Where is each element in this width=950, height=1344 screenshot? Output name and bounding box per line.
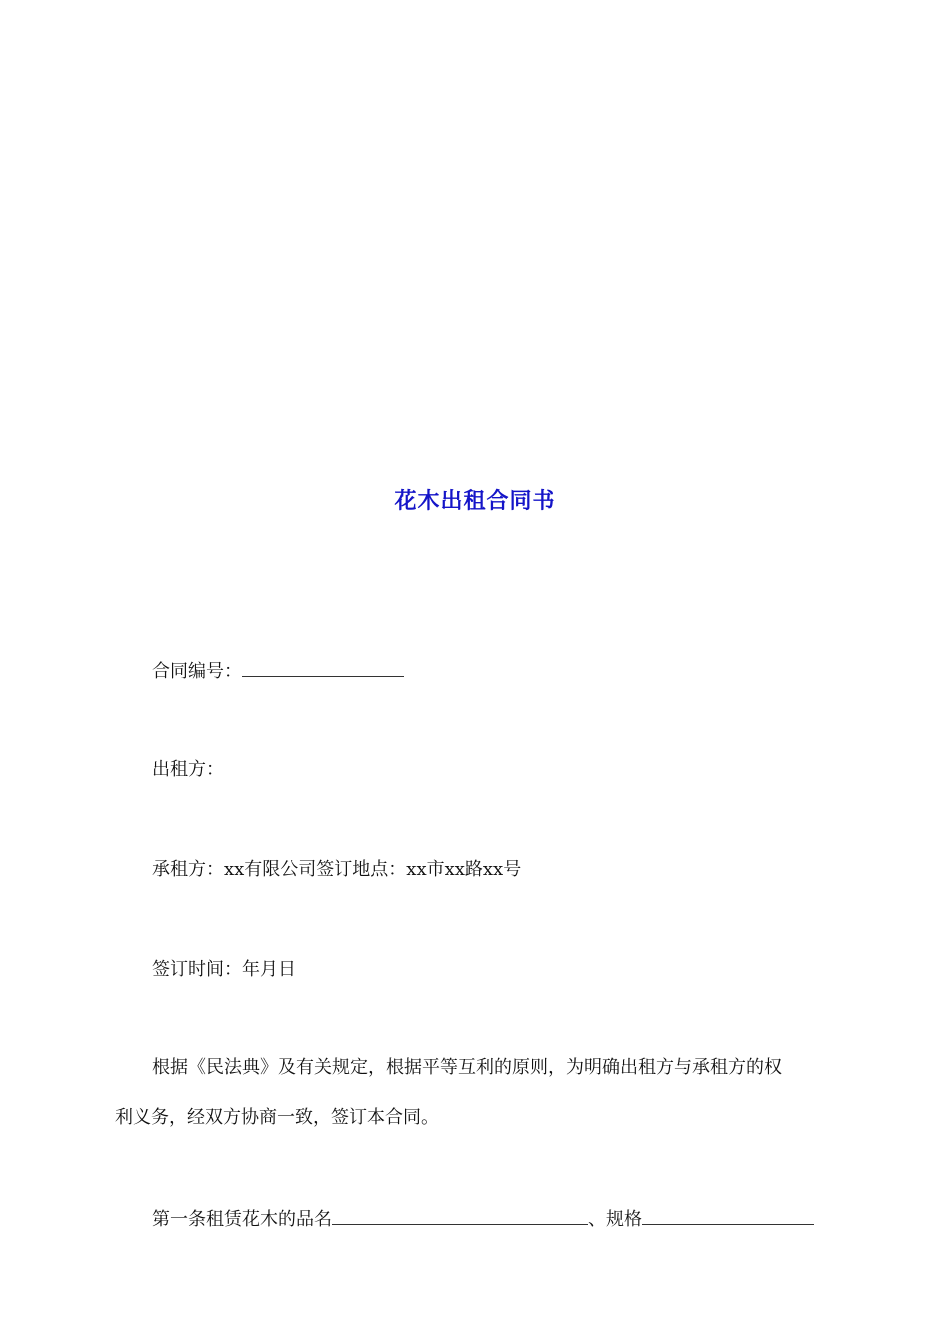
signing-time-line: 签订时间：年月日: [152, 959, 296, 980]
lessee-line: 承租方：xx有限公司签订地点：xx市xx路xx号: [152, 859, 522, 880]
document-title: 花木出租合同书: [394, 489, 556, 514]
contract-number-blank: [242, 656, 404, 677]
preamble-line-2: 利义务，经双方协商一致，签订本合同。: [115, 1107, 439, 1128]
contract-number-label: 合同编号：: [152, 661, 242, 682]
preamble-line-1: 根据《民法典》及有关规定，根据平等互利的原则，为明确出租方与承租方的权: [152, 1057, 782, 1078]
article-1-separator: 、规格: [588, 1209, 642, 1230]
article-1-line: [152, 1204, 814, 1234]
contract-number-line: [152, 656, 404, 686]
specification-blank: [642, 1204, 814, 1225]
lessor-line: 出租方：: [152, 759, 224, 780]
article-1-label: 第一条租赁花木的品名: [152, 1209, 332, 1230]
product-name-blank: [332, 1204, 588, 1225]
